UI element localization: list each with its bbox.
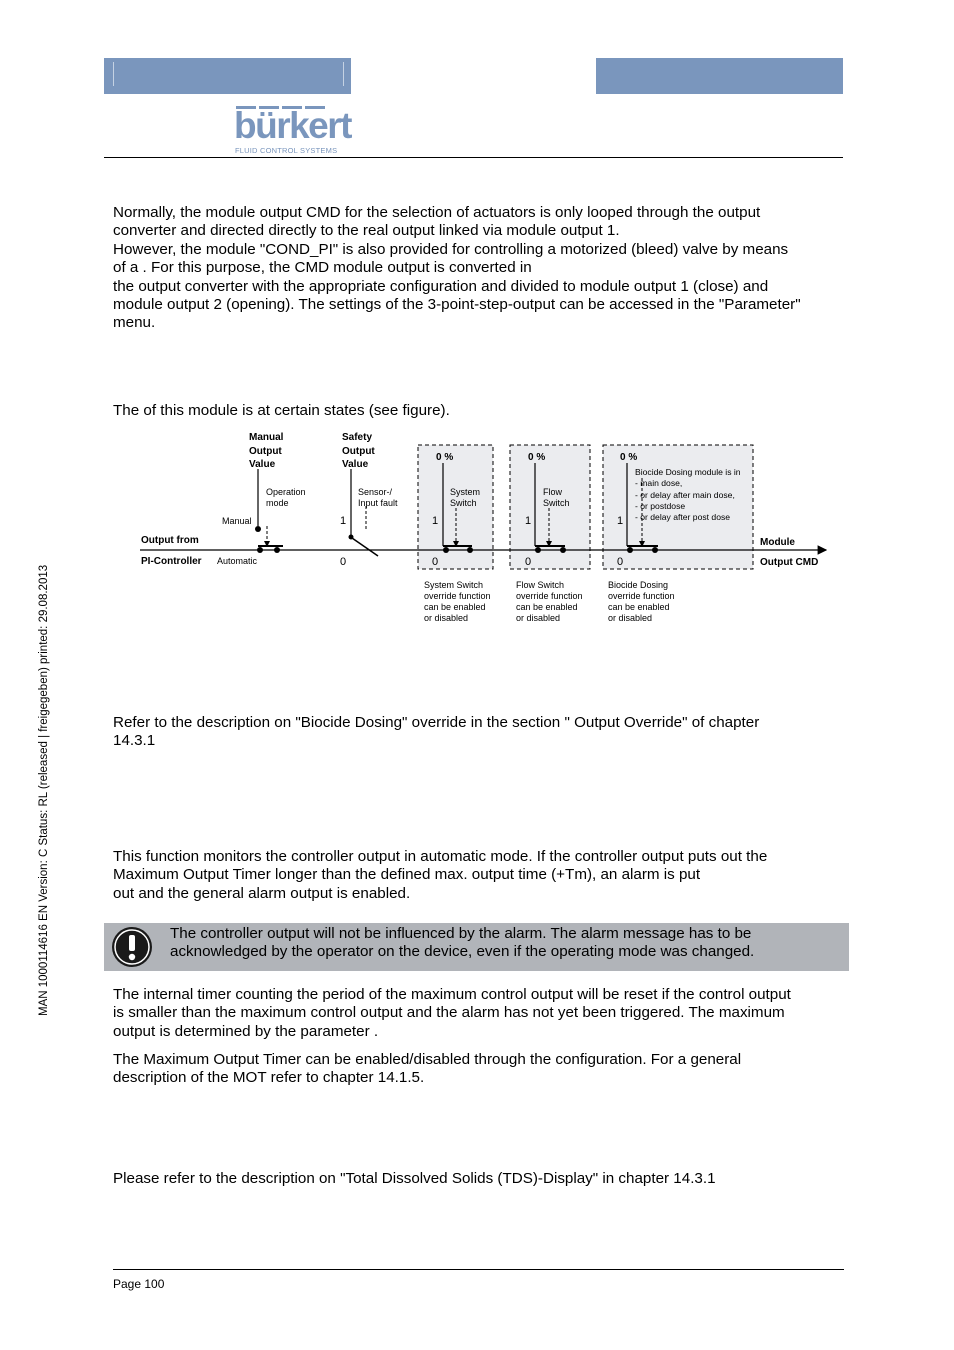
flow-caption: Flow Switch override function can be enabled or disabled [516,580,583,623]
paragraph-timer: This function monitors the controller output in automatic mode. If the controller output puts out the Maximum Output Timer longer than the defined max. output time (+Tm), an alarm is put out and the general alarm output is enabled. [113,848,768,902]
logo [234,104,351,156]
header-rule [104,157,843,158]
svg-text:0: 0 [617,556,624,568]
svg-text:0 %: 0 % [620,452,638,463]
manual-header: Manual Output Value [249,432,284,470]
sensor-fault-label: Sensor-/ Input fault [358,487,398,508]
output-cmd-label: Output CMD [760,557,819,568]
svg-text:1: 1 [617,515,624,527]
exclamation-icon [112,927,152,967]
paragraph-tds-reference: Please refer to the description on "Total Dissolved Solids (TDS)-Display" in chapter 14.3.1 [113,1170,716,1187]
paragraph-intro: Normally, the module output CMD for the selection of actuators is only looped through the output converter and directed directly to the real output linked via module output 1. However, the module "COND_PI" is also provided for controlling a motorized (bleed) valve by means of a . For this purpose, the CMD module output is converted in the output converter with the appropriate configuration and divided to module output 1 (close) and module output 2 (opening). The settings of the 3-point-step-output can be accessed in the "Parameter" menu. [113,204,801,332]
svg-text:FlowSwitch: Flow Switch [543,487,570,508]
logo-text: bürkert [234,105,351,146]
svg-text:0 %: 0 % [436,452,454,463]
pi-controller-label: PI-Controller [141,556,202,567]
paragraph-timer-reset: The internal timer counting the period of the maximum control output will be reset if the control output is smaller than the maximum control output and the alarm has not yet been triggered. The maximum output is determined by the parameter . [113,986,791,1040]
output-from-label: Output from [141,535,199,546]
paragraph-mot-config: The Maximum Output Timer can be enabled/disabled through the configuration. For a general description of the MOT refer to chapter 14.1.5. [113,1051,742,1087]
svg-text:0: 0 [432,556,439,568]
svg-text:0: 0 [525,556,532,568]
manual-label: Manual [222,516,252,526]
operation-mode-label: Operation mode [266,487,306,508]
logo-tagline: FLUID CONTROL SYSTEMS [235,146,338,155]
note-box [104,923,849,971]
page-number: Page 100 [113,1277,165,1291]
automatic-label: Automatic [217,556,258,566]
document-id-text: MAN 1000114616 EN Version: C Status: RL (released | freigegeben) printed: 29.08.2013 [38,564,50,1016]
svg-text:1: 1 [340,515,347,527]
svg-text:1: 1 [525,515,532,527]
module-label: Module [760,537,795,548]
header-bar-left-inner [113,62,344,86]
safety-header: Safety Output Value [342,432,375,470]
footer-rule [113,1269,844,1270]
svg-text:1: 1 [432,515,439,527]
svg-text:0 %: 0 % [528,452,546,463]
paragraph-biocide-reference: Refer to the description on "Biocide Dosing" override in the section " Output Override" of chapter 14.3.1 [113,714,760,750]
svg-text:0: 0 [340,556,347,568]
biocide-caption: Biocide Dosing override function can be enabled or disabled [608,580,675,623]
system-caption: System Switch override function can be enabled or disabled [424,580,491,623]
override-diagram [130,425,840,635]
header-bar-right [596,58,843,94]
paragraph-output-override: The of this module is at certain states (see figure). [113,402,450,419]
svg-text:Biocide Dosing module is in: Biocide Dosing module is in - main dose, - or delay after main dose, - or postdose - or delay after post dose [635,467,741,522]
svg-text:SystemSwitch: System Switch [450,487,481,508]
note-text: The controller output will not be influenced by the alarm. The alarm message has to be acknowledged by the operator on the device, even if the operating mode was changed. [170,925,755,961]
